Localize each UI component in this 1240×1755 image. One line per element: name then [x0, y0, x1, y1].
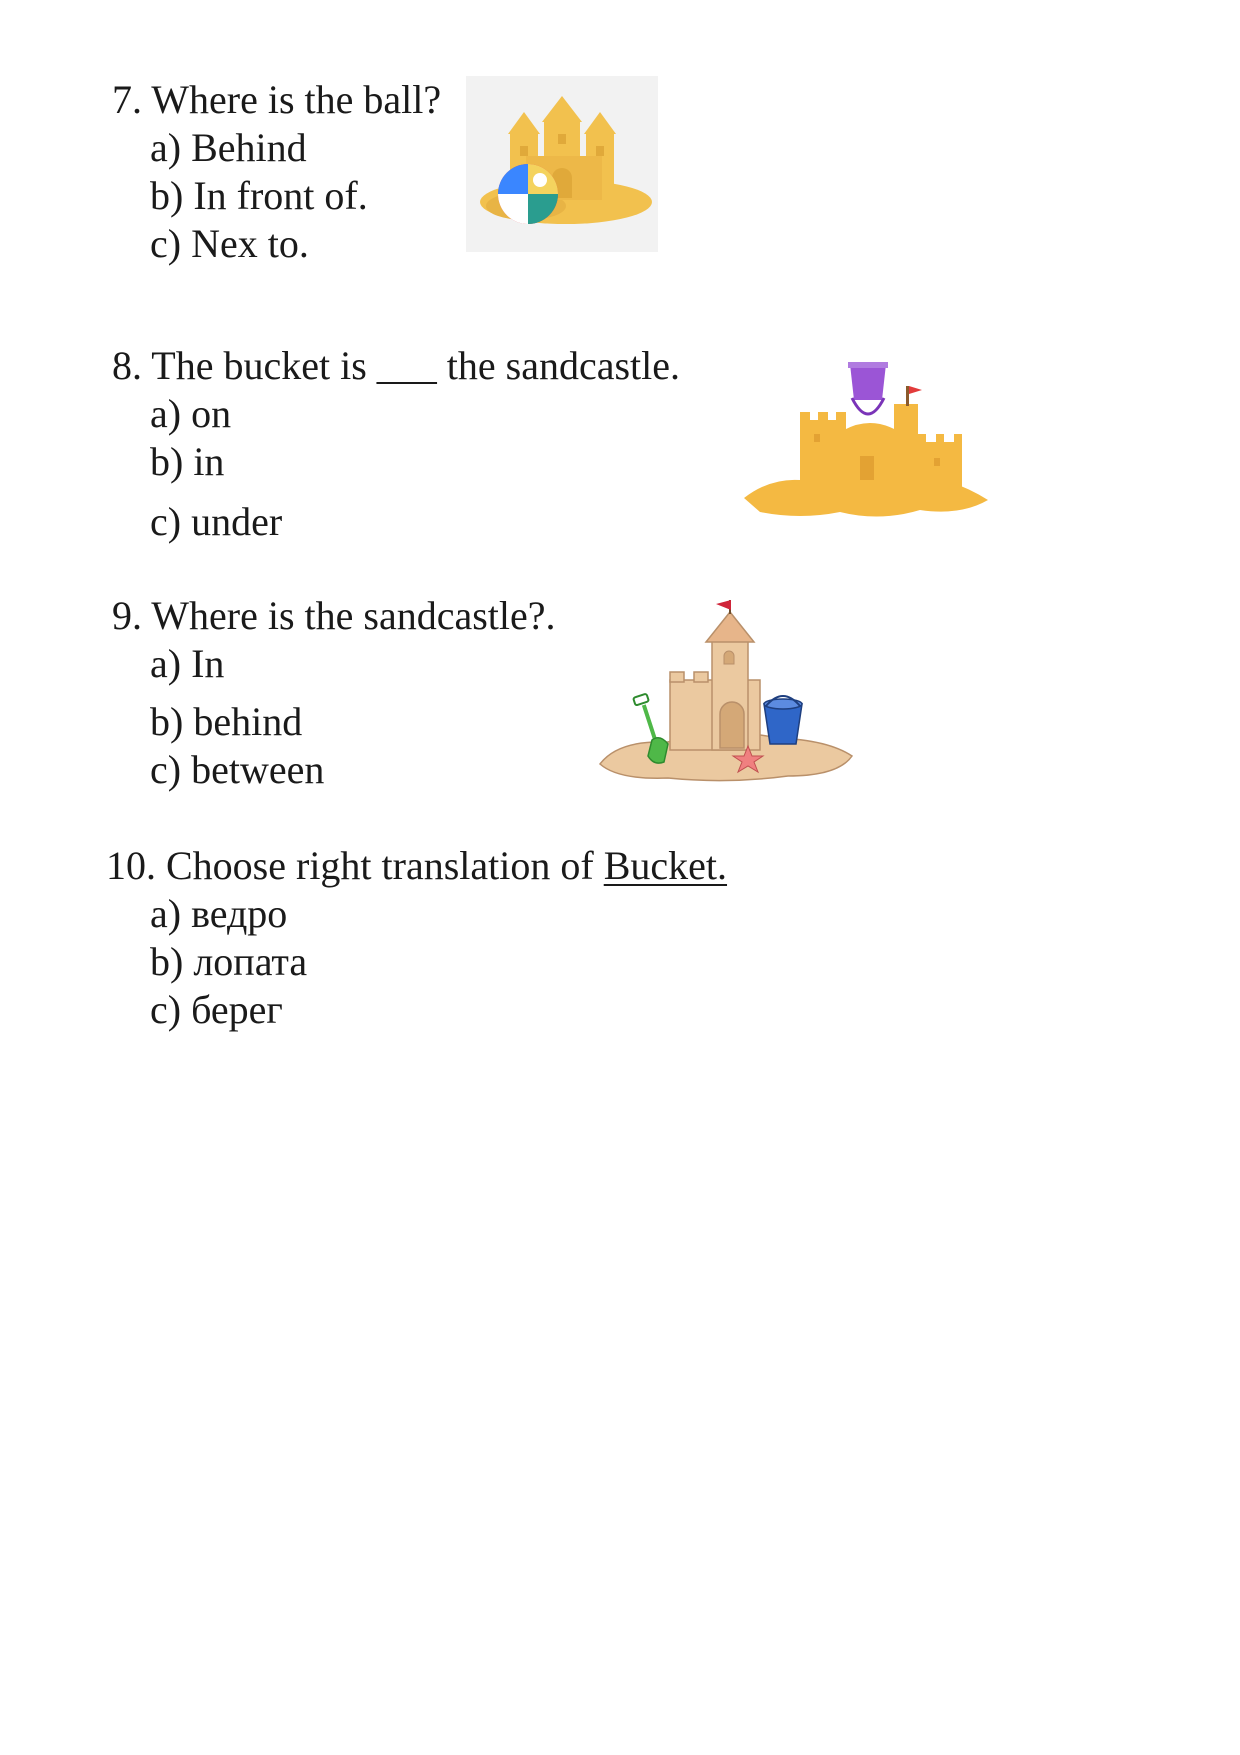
question-10-prefix: 10. Choose right translation of — [106, 843, 604, 888]
q8-option-a[interactable]: a) on — [150, 391, 232, 436]
question-8: 8. The bucket is ___ the sandcastle. — [112, 343, 681, 388]
question-7: 7. Where is the ball? — [112, 77, 442, 122]
q7-option-c[interactable]: c) Nex to. — [150, 221, 309, 266]
q7-option-a[interactable]: a) Behind — [150, 125, 307, 170]
sandcastle-between-shovel-and-bucket-icon — [598, 600, 854, 786]
q10-option-c[interactable]: c) берег — [150, 987, 283, 1032]
q9-option-a[interactable]: a) In — [150, 641, 225, 686]
question-10 — [106, 843, 728, 888]
question-10-word: Bucket. — [603, 843, 728, 888]
sandcastle-with-beach-ball-icon — [466, 76, 658, 252]
question-9: 9. Where is the sandcastle?. — [112, 593, 556, 638]
q10-option-b[interactable]: b) лопата — [150, 939, 308, 984]
q10-option-a[interactable]: a) ведро — [150, 891, 288, 936]
q9-option-b[interactable]: b) behind — [150, 699, 303, 744]
sandcastle-with-bucket-on-top-icon — [740, 360, 992, 526]
q8-option-c[interactable]: c) under — [150, 499, 283, 544]
q9-option-c[interactable]: c) between — [150, 747, 325, 792]
q8-option-b[interactable]: b) in — [150, 439, 225, 484]
q7-option-b[interactable]: b) In front of. — [150, 173, 368, 218]
